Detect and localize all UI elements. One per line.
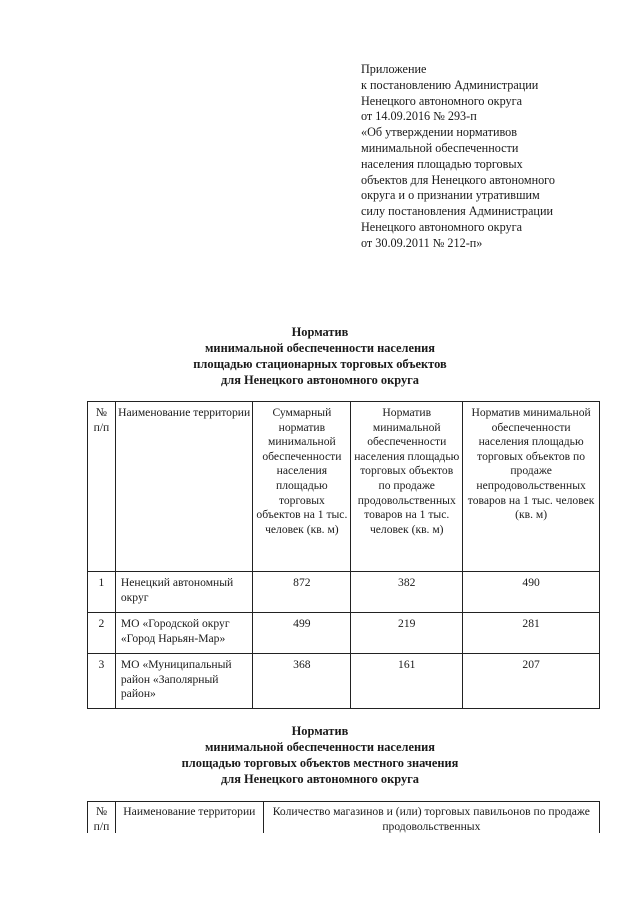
header-total: Суммарный норматив минимальной обеспеченности населения площадью торговых объектов на 1 тыс. человек (кв. м) — [253, 402, 351, 572]
local-norms-table — [87, 801, 600, 837]
table-header-row — [88, 402, 600, 572]
title-line: площадью торговых объектов местного значения — [181, 756, 459, 770]
appendix-line: объектов для Ненецкого автономного — [361, 172, 555, 187]
header-num: № п/п — [88, 802, 116, 837]
appendix-line: от 30.09.2011 № 212-п» — [361, 235, 483, 250]
appendix-line: «Об утверждении нормативов — [361, 125, 518, 140]
table-header-row — [88, 802, 600, 837]
row-territory: МО «Городской округ «Город Нарьян-Мар» — [115, 613, 253, 654]
row-total: 368 — [253, 654, 351, 709]
section2-title — [0, 723, 640, 787]
header-shops-count: Количество магазинов и (или) торговых павильонов по продаже продовольственных — [263, 802, 599, 837]
title-line: минимальной обеспеченности населения — [204, 341, 435, 355]
header-nonfood: Норматив минимальной обеспеченности населения площадью торговых объектов по продаже непродовольственных товаров на 1 тыс. человек (кв. м) — [463, 402, 600, 572]
appendix-line: Ненецкого автономного округа — [361, 219, 523, 234]
norms-table — [87, 401, 600, 709]
title-line: Норматив — [291, 724, 349, 738]
appendix-line: силу постановления Администрации — [361, 204, 554, 219]
appendix-line: населения площадью торговых — [361, 156, 523, 171]
appendix-line: Ненецкого автономного округа — [361, 93, 523, 108]
appendix-line: к постановлению Администрации — [361, 77, 539, 92]
title-line: площадью стационарных торговых объектов — [193, 357, 447, 371]
row-num: 3 — [88, 654, 116, 709]
row-total: 499 — [253, 613, 351, 654]
title-line: для Ненецкого автономного округа — [221, 772, 419, 786]
row-food: 219 — [351, 613, 463, 654]
header-territory: Наименование территории — [115, 802, 263, 837]
header-num: № п/п — [88, 402, 116, 572]
appendix-line: от 14.09.2016 № 293-п — [361, 109, 477, 124]
row-nonfood: 281 — [463, 613, 600, 654]
row-nonfood: 490 — [463, 572, 600, 613]
table-row — [88, 613, 600, 654]
table-row — [88, 572, 600, 613]
header-territory: Наименование территории — [115, 402, 253, 572]
table-row — [88, 654, 600, 709]
row-total: 872 — [253, 572, 351, 613]
row-territory: МО «Муниципальный район «Заполярный район» — [115, 654, 253, 709]
section1-title — [0, 324, 640, 388]
row-nonfood: 207 — [463, 654, 600, 709]
page-bottom-margin — [0, 833, 640, 905]
header-food: Норматив минимальной обеспеченности населения площадью торговых объектов по продаже продовольственных товаров на 1 тыс. человек (кв. м) — [351, 402, 463, 572]
row-num: 2 — [88, 613, 116, 654]
appendix-line: Приложение — [361, 62, 427, 76]
row-territory: Ненецкий автономный округ — [115, 572, 253, 613]
row-food: 382 — [351, 572, 463, 613]
appendix-line: округа и о признании утратившим — [361, 188, 540, 203]
appendix-block — [361, 62, 611, 252]
row-num: 1 — [88, 572, 116, 613]
title-line: для Ненецкого автономного округа — [221, 373, 419, 387]
appendix-line: минимальной обеспеченности — [361, 140, 519, 155]
title-line: минимальной обеспеченности населения — [204, 740, 435, 754]
title-line: Норматив — [291, 325, 349, 339]
row-food: 161 — [351, 654, 463, 709]
